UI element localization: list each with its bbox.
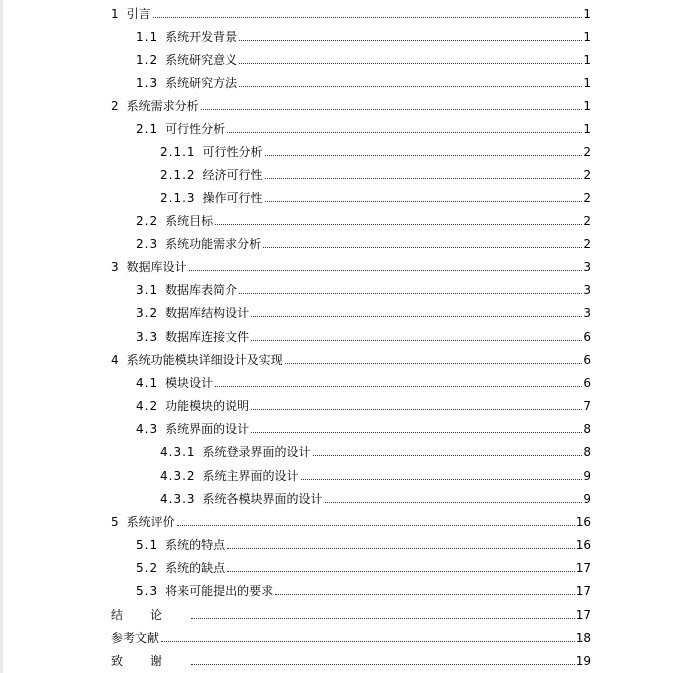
toc-page-number: 6 bbox=[583, 330, 591, 344]
toc-title: 可行性分析 bbox=[165, 122, 226, 136]
dot-leader bbox=[251, 340, 582, 341]
toc-page-number: 3 bbox=[583, 260, 591, 274]
dot-leader bbox=[201, 109, 582, 110]
dot-leader bbox=[275, 594, 575, 595]
toc-title: 系统的特点 bbox=[165, 538, 226, 552]
toc-number: 2.1.1 bbox=[160, 145, 196, 159]
toc-page-number: 1 bbox=[583, 7, 591, 21]
toc-page-number: 16 bbox=[575, 538, 591, 552]
dot-leader bbox=[239, 86, 582, 87]
dot-leader bbox=[285, 363, 582, 364]
dot-leader bbox=[161, 641, 575, 642]
toc-page-number: 17 bbox=[575, 561, 591, 575]
toc-page-number: 3 bbox=[583, 306, 591, 320]
dot-leader bbox=[177, 525, 575, 526]
toc-title: 将来可能提出的要求 bbox=[165, 584, 274, 598]
toc-number: 1 bbox=[111, 7, 120, 21]
toc-entry[interactable] bbox=[160, 488, 591, 506]
toc-page-number: 1 bbox=[583, 53, 591, 67]
dot-leader bbox=[251, 409, 582, 410]
toc-page-number: 2 bbox=[583, 191, 591, 205]
toc-title: 经济可行性 bbox=[202, 168, 263, 182]
toc-entry[interactable] bbox=[136, 302, 591, 320]
toc-number: 4.2 bbox=[136, 399, 159, 413]
toc-page-number: 7 bbox=[583, 399, 591, 413]
toc-number: 1.1 bbox=[136, 30, 159, 44]
dot-leader bbox=[227, 571, 575, 572]
toc-number: 4.3.2 bbox=[160, 469, 196, 483]
toc-number: 3.1 bbox=[136, 283, 159, 297]
toc-entry[interactable] bbox=[136, 26, 591, 44]
toc-entry[interactable] bbox=[160, 164, 591, 182]
toc-entry[interactable] bbox=[136, 49, 591, 67]
dot-leader bbox=[325, 502, 582, 503]
toc-title: 系统界面的设计 bbox=[165, 422, 250, 436]
toc-page-number: 9 bbox=[583, 492, 591, 506]
toc-title: 系统评价 bbox=[126, 515, 175, 529]
toc-number: 1.2 bbox=[136, 53, 159, 67]
dot-leader bbox=[215, 386, 582, 387]
toc-entry[interactable] bbox=[136, 395, 591, 413]
toc-title: 系统需求分析 bbox=[126, 99, 199, 113]
dot-leader bbox=[239, 63, 582, 64]
toc-title: 结论 bbox=[111, 608, 190, 622]
dot-leader bbox=[191, 618, 575, 619]
toc-entry[interactable] bbox=[160, 187, 591, 205]
toc-number: 2.3 bbox=[136, 237, 159, 251]
toc-entry[interactable] bbox=[111, 256, 591, 274]
toc-title: 参考文献 bbox=[111, 631, 160, 645]
dot-leader bbox=[251, 432, 582, 433]
toc-entry[interactable] bbox=[111, 95, 591, 113]
toc-entry[interactable] bbox=[111, 650, 591, 668]
toc-page-number: 6 bbox=[583, 353, 591, 367]
dot-leader bbox=[265, 155, 582, 156]
toc-entry[interactable] bbox=[136, 72, 591, 90]
toc-number: 4.3 bbox=[136, 422, 159, 436]
toc-entry[interactable] bbox=[136, 372, 591, 390]
toc-page-number: 2 bbox=[583, 237, 591, 251]
toc-entry[interactable] bbox=[136, 118, 591, 136]
toc-page-number: 1 bbox=[583, 122, 591, 136]
toc-page-number: 17 bbox=[575, 608, 591, 622]
toc-page-number: 3 bbox=[583, 283, 591, 297]
toc-title: 可行性分析 bbox=[202, 145, 263, 159]
toc-page-number: 16 bbox=[575, 515, 591, 529]
dot-leader bbox=[239, 40, 582, 41]
toc-entry[interactable] bbox=[136, 210, 591, 228]
toc-title: 数据库设计 bbox=[126, 260, 187, 274]
toc-page-number: 8 bbox=[583, 445, 591, 459]
toc-number: 3.3 bbox=[136, 330, 159, 344]
toc-entry[interactable] bbox=[136, 233, 591, 251]
toc-page-number: 6 bbox=[583, 376, 591, 390]
dot-leader bbox=[251, 316, 582, 317]
toc-number: 3.2 bbox=[136, 306, 159, 320]
toc-entry[interactable] bbox=[111, 511, 591, 529]
dot-leader bbox=[265, 201, 582, 202]
toc-page-number: 8 bbox=[583, 422, 591, 436]
dot-leader bbox=[239, 293, 582, 294]
toc-title: 系统研究方法 bbox=[165, 76, 238, 90]
dot-leader bbox=[263, 247, 582, 248]
toc-page-number: 1 bbox=[583, 99, 591, 113]
toc-number: 4 bbox=[111, 353, 120, 367]
dot-leader bbox=[191, 664, 575, 665]
toc-title: 系统目标 bbox=[165, 214, 214, 228]
toc-title: 系统研究意义 bbox=[165, 53, 238, 67]
toc-title: 系统开发背景 bbox=[165, 30, 238, 44]
toc-title: 引言 bbox=[126, 7, 151, 21]
toc-number: 5.2 bbox=[136, 561, 159, 575]
dot-leader bbox=[215, 224, 582, 225]
dot-leader bbox=[301, 479, 582, 480]
toc-title: 系统主界面的设计 bbox=[202, 469, 299, 483]
toc-page-number: 1 bbox=[583, 76, 591, 90]
toc-entry[interactable] bbox=[111, 349, 591, 367]
toc-number: 2.2 bbox=[136, 214, 159, 228]
toc-entry[interactable] bbox=[160, 141, 591, 159]
toc-page-number: 9 bbox=[583, 469, 591, 483]
toc-title: 系统各模块界面的设计 bbox=[202, 492, 323, 506]
dot-leader bbox=[313, 455, 582, 456]
dot-leader bbox=[189, 270, 582, 271]
toc-title: 系统登录界面的设计 bbox=[202, 445, 311, 459]
dot-leader bbox=[227, 548, 575, 549]
toc-title: 系统功能需求分析 bbox=[165, 237, 262, 251]
toc-title: 功能模块的说明 bbox=[165, 399, 250, 413]
toc-entry[interactable] bbox=[136, 534, 591, 552]
toc-number: 1.3 bbox=[136, 76, 159, 90]
toc-number: 2.1 bbox=[136, 122, 159, 136]
dot-leader bbox=[227, 132, 582, 133]
toc-page-number: 1 bbox=[583, 30, 591, 44]
toc-number: 5.3 bbox=[136, 584, 159, 598]
toc-number: 2.1.3 bbox=[160, 191, 196, 205]
toc-title: 致谢 bbox=[111, 654, 190, 668]
toc-title: 系统的缺点 bbox=[165, 561, 226, 575]
toc-title: 模块设计 bbox=[165, 376, 214, 390]
toc-number: 4.3.3 bbox=[160, 492, 196, 506]
toc-entry[interactable] bbox=[136, 326, 591, 344]
toc-number: 2 bbox=[111, 99, 120, 113]
toc-title: 数据库连接文件 bbox=[165, 330, 250, 344]
toc-title: 操作可行性 bbox=[202, 191, 263, 205]
toc-entry[interactable] bbox=[111, 604, 591, 622]
toc-title: 系统功能模块详细设计及实现 bbox=[126, 353, 283, 367]
toc-title: 数据库表简介 bbox=[165, 283, 238, 297]
toc-page-number: 2 bbox=[583, 168, 591, 182]
toc-page-number: 19 bbox=[575, 654, 591, 668]
toc-page-number: 17 bbox=[575, 584, 591, 598]
toc-page-number: 2 bbox=[583, 214, 591, 228]
toc-entry[interactable] bbox=[136, 557, 591, 575]
toc-entry[interactable] bbox=[111, 627, 591, 645]
toc-number: 4.1 bbox=[136, 376, 159, 390]
toc-entry[interactable] bbox=[136, 580, 591, 598]
toc-page-number: 2 bbox=[583, 145, 591, 159]
toc-entry[interactable] bbox=[136, 279, 591, 297]
toc-entry[interactable] bbox=[111, 3, 591, 21]
dot-leader bbox=[153, 17, 582, 18]
toc-number: 3 bbox=[111, 260, 120, 274]
toc-entry[interactable] bbox=[160, 441, 591, 459]
toc-number: 5 bbox=[111, 515, 120, 529]
toc-entry[interactable] bbox=[136, 418, 591, 436]
toc-number: 5.1 bbox=[136, 538, 159, 552]
toc-title: 数据库结构设计 bbox=[165, 306, 250, 320]
toc-number: 4.3.1 bbox=[160, 445, 196, 459]
toc-page-number: 18 bbox=[575, 631, 591, 645]
dot-leader bbox=[265, 178, 582, 179]
toc-entry[interactable] bbox=[160, 465, 591, 483]
toc-number: 2.1.2 bbox=[160, 168, 196, 182]
